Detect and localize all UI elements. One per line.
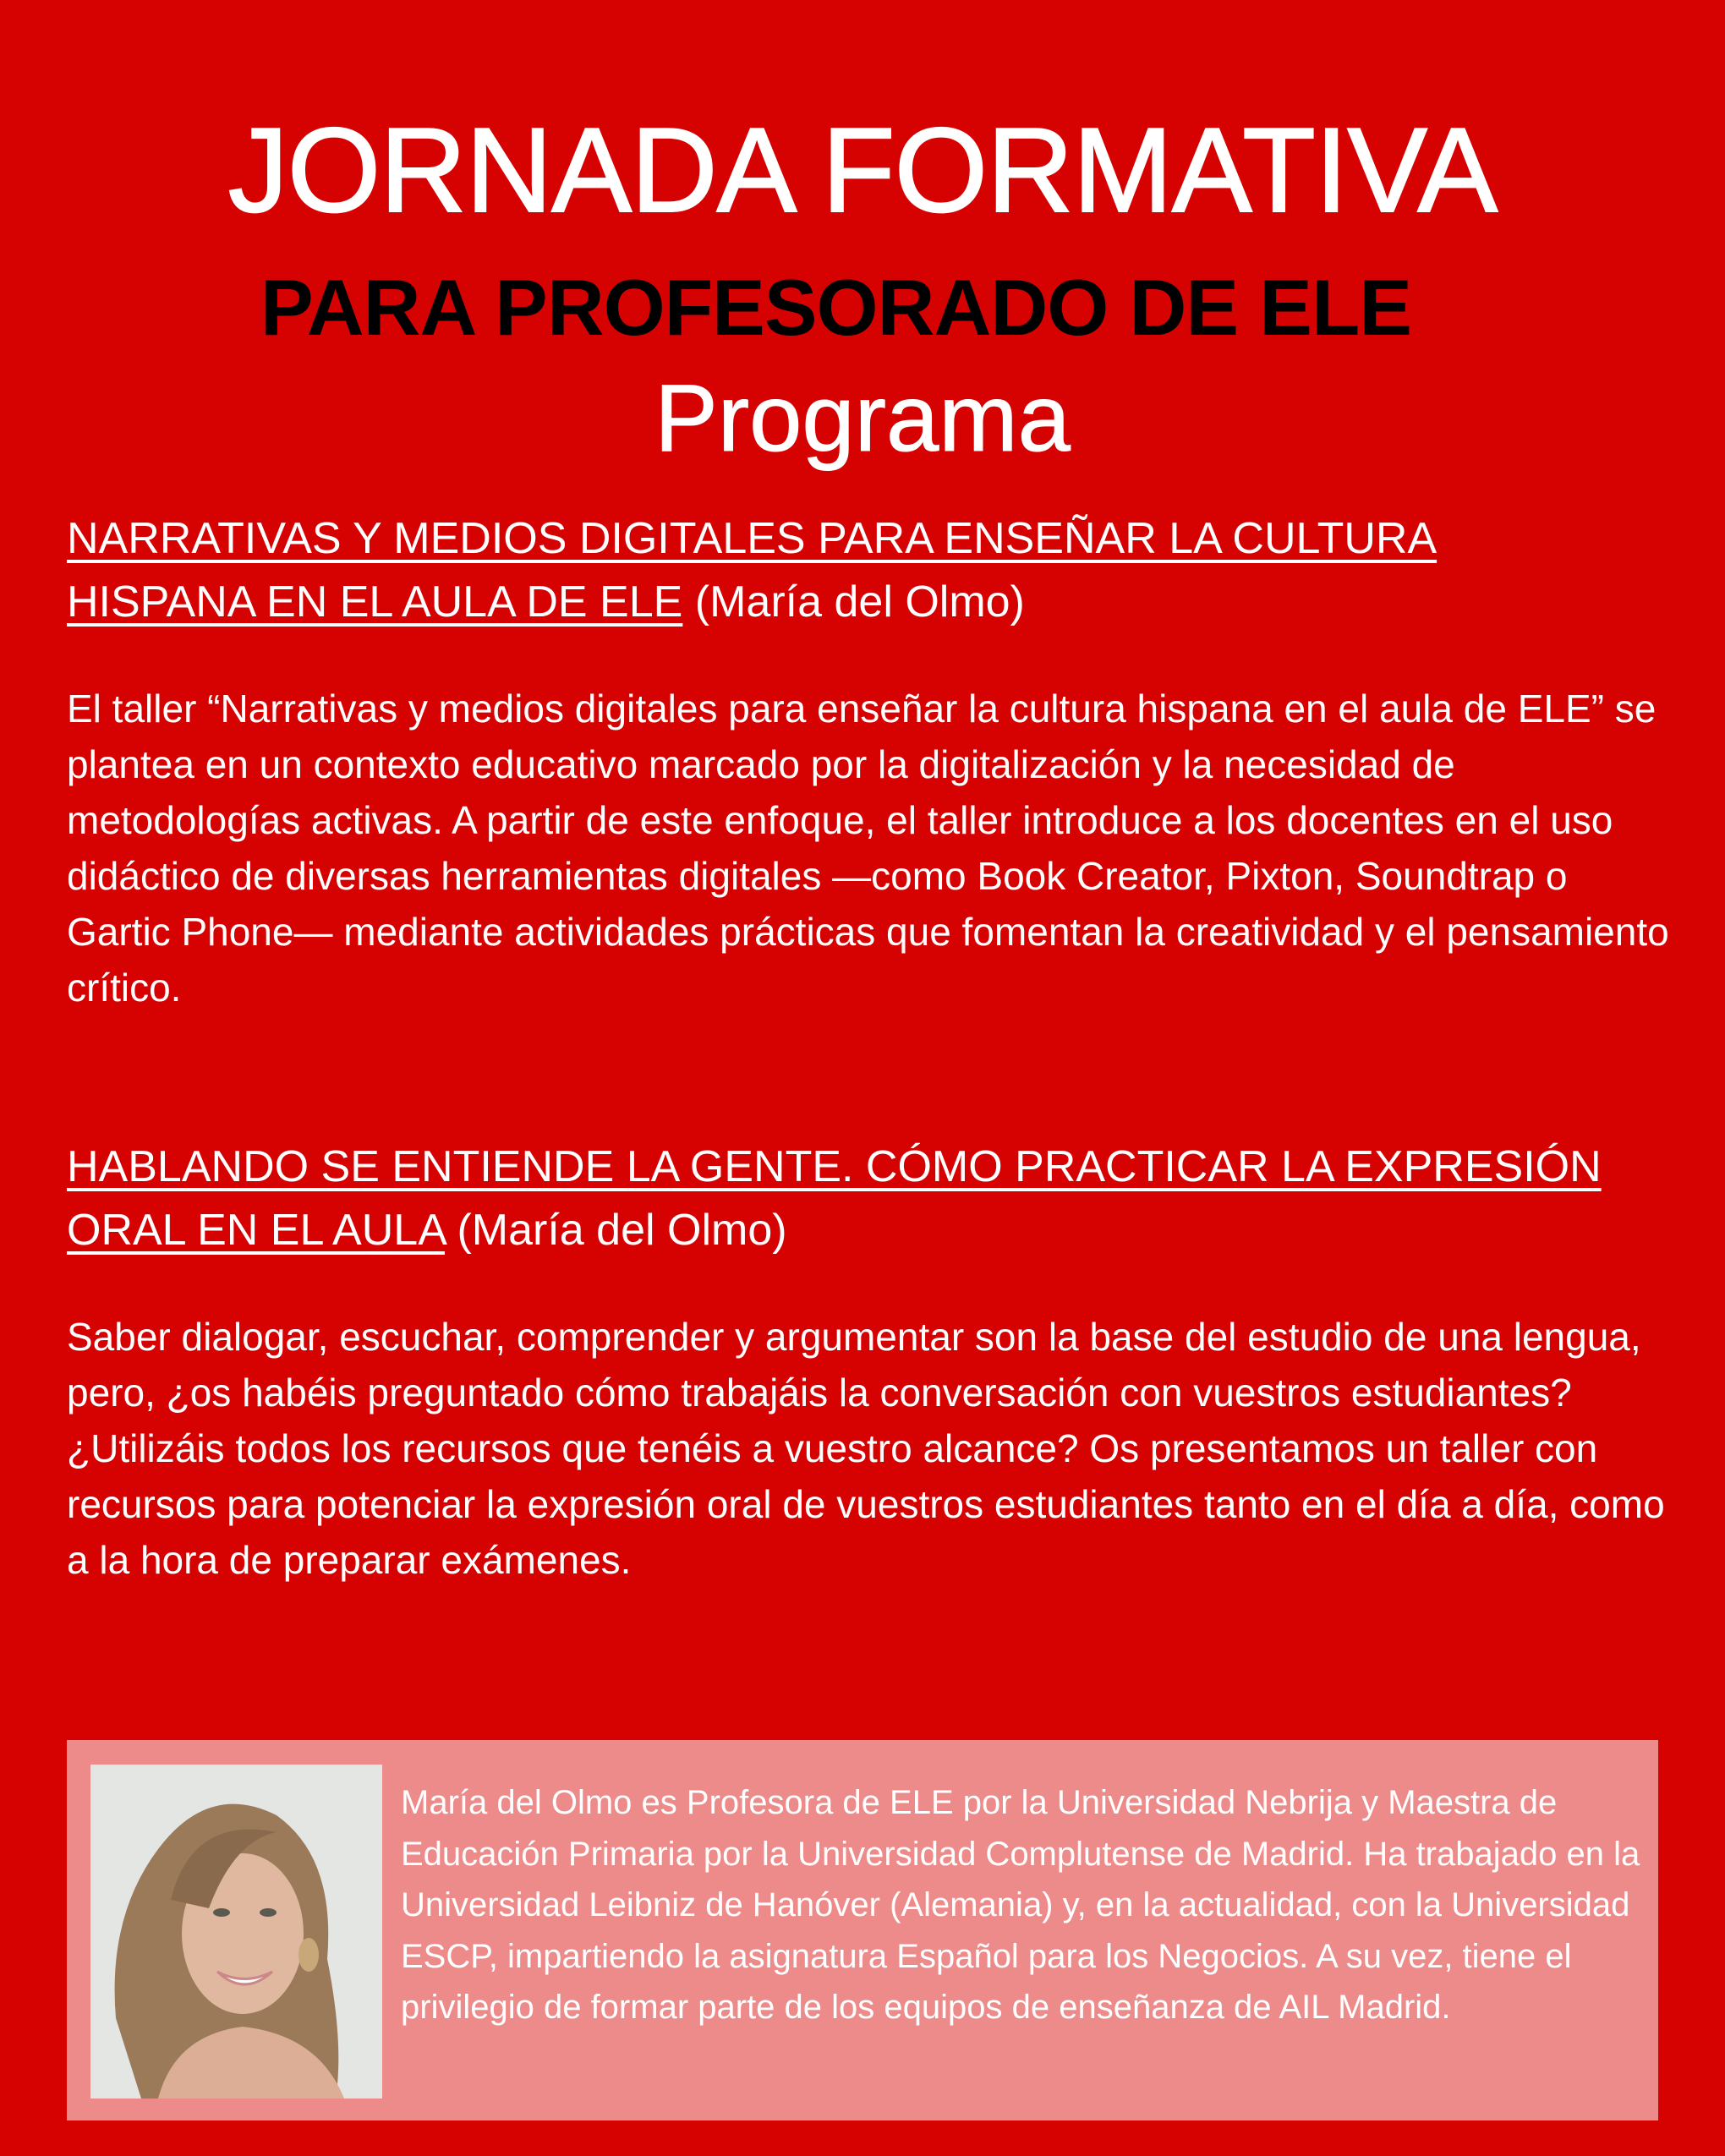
session-2 xyxy=(67,1135,1673,1588)
session-1-description: El taller “Narrativas y medios digitales para enseñar la cultura hispana en el aula de ELE” se plantea en un contexto educativo marcado por la digitalización y la necesidad de metodologías activas. A partir de este enfoque, el taller introduce a los docentes en el uso didáctico de diversas herramientas digitales —como Book Creator, Pixton, Soundtrap o Gartic Phone— mediante actividades prácticas que fomentan la creatividad y el pensamiento crítico. xyxy=(67,687,1669,1010)
speaker-bio-text: María del Olmo es Profesora de ELE por la Universidad Nebrija y Maestra de Educación Primaria por la Universidad Complutense de Madrid. Ha trabajado en la Universidad Leibniz de Hanóver (Alemania) y, en la actualidad, con la Universidad ESCP, impartiendo la asignatura Español para los Negocios. A su vez, tiene el privilegio de formar parte de los equipos de enseñanza de AIL Madrid. xyxy=(401,1784,1640,2026)
page-title: JORNADA FORMATIVA xyxy=(227,103,1498,238)
session-1-title xyxy=(67,507,1673,634)
speaker-photo xyxy=(90,1765,382,2099)
session-1-title-line1: NARRATIVAS Y MEDIOS DIGITALES PARA ENSEÑAR LA CULTURA xyxy=(67,514,1438,563)
portrait-icon xyxy=(90,1765,382,2099)
session-1-speaker: (María del Olmo) xyxy=(682,577,1025,627)
section-heading-programa: Programa xyxy=(654,365,1071,471)
session-1-title-line2: HISPANA EN EL AULA DE ELE xyxy=(67,577,683,627)
session-2-title-line2: ORAL EN EL AULA xyxy=(67,1206,446,1255)
page-subtitle: PARA PROFESORADO DE ELE xyxy=(260,263,1412,352)
session-2-description: Saber dialogar, escuchar, comprender y argumentar son la base del estudio de una lengua, pero, ¿os habéis preguntado cómo trabajáis la conversación con vuestros estudiantes? ¿Utilizáis todos los recursos que tenéis a vuestro alcance? Os presentamos un taller con recursos para potenciar la expresión oral de vuestros estudiantes tanto en el día a día, como a la hora de preparar exámenes. xyxy=(67,1315,1665,1582)
speaker-bio-box xyxy=(67,1740,1658,2120)
session-1 xyxy=(67,507,1673,1015)
session-2-speaker: (María del Olmo) xyxy=(445,1206,787,1255)
session-2-title-line1: HABLANDO SE ENTIENDE LA GENTE. CÓMO PRACTICAR LA EXPRESIÓN xyxy=(67,1142,1602,1191)
session-2-title xyxy=(67,1135,1673,1262)
